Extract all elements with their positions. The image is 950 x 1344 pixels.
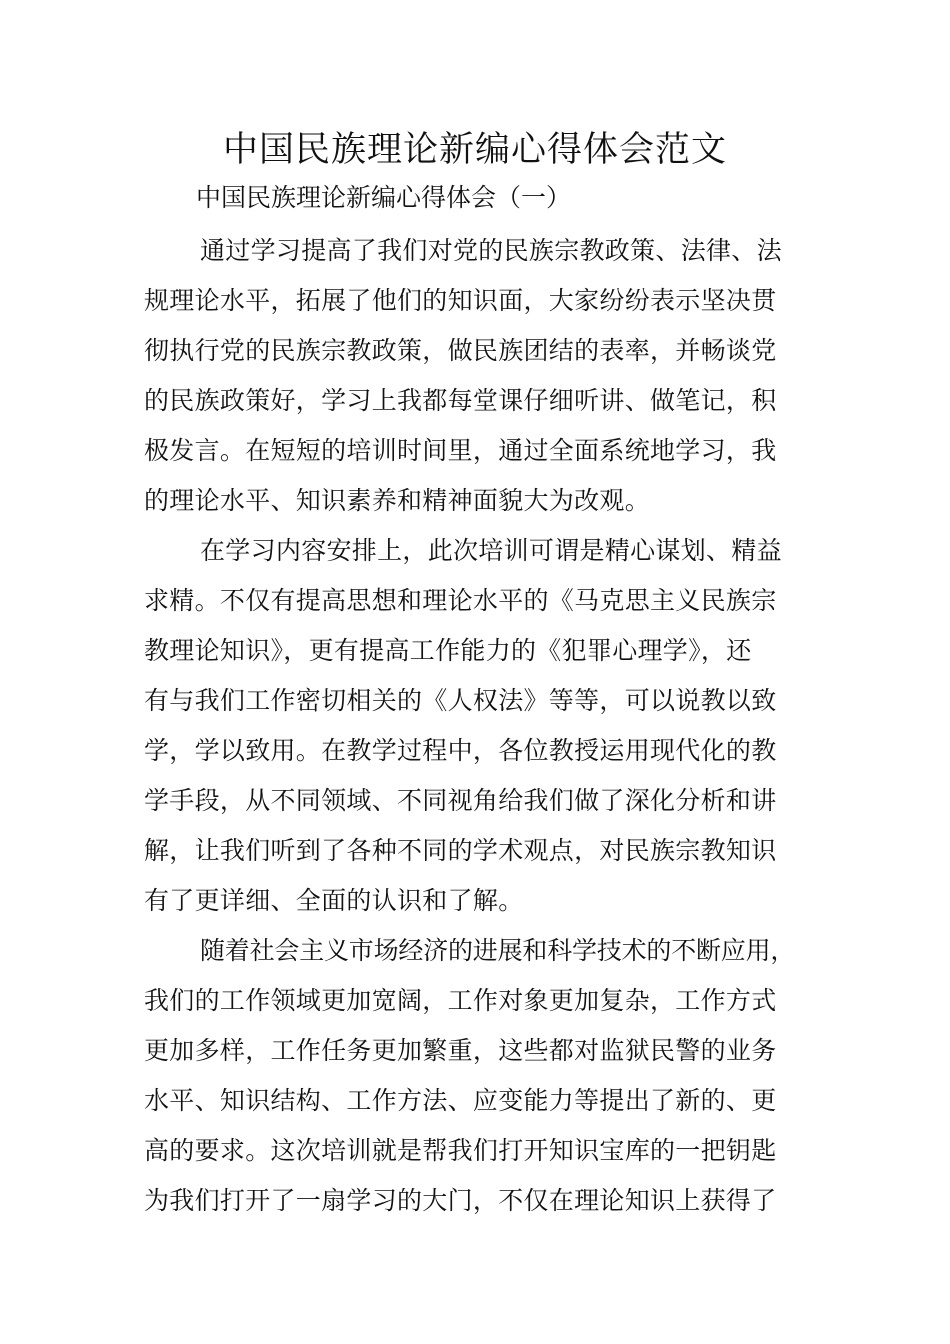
paragraph-line: 的民族政策好，学习上我都每堂课仔细听讲、做笔记，积 xyxy=(144,386,777,415)
paragraph-line: 解，让我们听到了各种不同的学术观点，对民族宗教知识 xyxy=(144,836,777,865)
paragraph-line: 我们的工作领域更加宽阔，工作对象更加复杂，工作方式 xyxy=(144,986,777,1015)
paragraph-line: 教理论知识》，更有提高工作能力的《犯罪心理学》，还 xyxy=(144,636,752,665)
paragraph-line: 规理论水平，拓展了他们的知识面，大家纷纷表示坚决贯 xyxy=(144,286,777,315)
paragraph-line: 有与我们工作密切相关的《人权法》等等，可以说教以致 xyxy=(144,686,777,715)
paragraph-line: 学，学以致用。在教学过程中，各位教授运用现代化的教 xyxy=(144,736,777,765)
paragraph-line: 在学习内容安排上，此次培训可谓是精心谋划、精益 xyxy=(200,536,782,565)
paragraph-line: 的理论水平、知识素养和精神面貌大为改观。 xyxy=(144,486,651,515)
paragraph-line: 极发言。在短短的培训时间里，通过全面系统地学习，我 xyxy=(144,436,777,465)
paragraph-line: 通过学习提高了我们对党的民族宗教政策、法律、法 xyxy=(200,236,782,265)
paragraph-line: 彻执行党的民族宗教政策，做民族团结的表率，并畅谈党 xyxy=(144,336,777,365)
paragraph-line: 更加多样，工作任务更加繁重，这些都对监狱民警的业务 xyxy=(144,1036,777,1065)
paragraph-line: 随着社会主义市场经济的进展和科学技术的不断应用， xyxy=(200,936,796,965)
paragraph-line: 水平、知识结构、工作方法、应变能力等提出了新的、更 xyxy=(144,1086,777,1115)
paragraph-line: 高的要求。这次培训就是帮我们打开知识宝库的一把钥匙 xyxy=(144,1136,777,1165)
paragraph-line: 求精。不仅有提高思想和理论水平的《马克思主义民族宗 xyxy=(144,586,777,615)
section-subtitle: 中国民族理论新编心得体会（一） xyxy=(196,183,572,212)
document-title: 中国民族理论新编心得体会范文 xyxy=(222,130,727,170)
paragraph-line: 为我们打开了一扇学习的大门，不仅在理论知识上获得了 xyxy=(144,1186,777,1215)
paragraph-line: 有了更详细、全面的认识和了解。 xyxy=(144,886,524,915)
paragraph-line: 学手段，从不同领域、不同视角给我们做了深化分析和讲 xyxy=(144,786,777,815)
document-body xyxy=(144,226,834,1226)
